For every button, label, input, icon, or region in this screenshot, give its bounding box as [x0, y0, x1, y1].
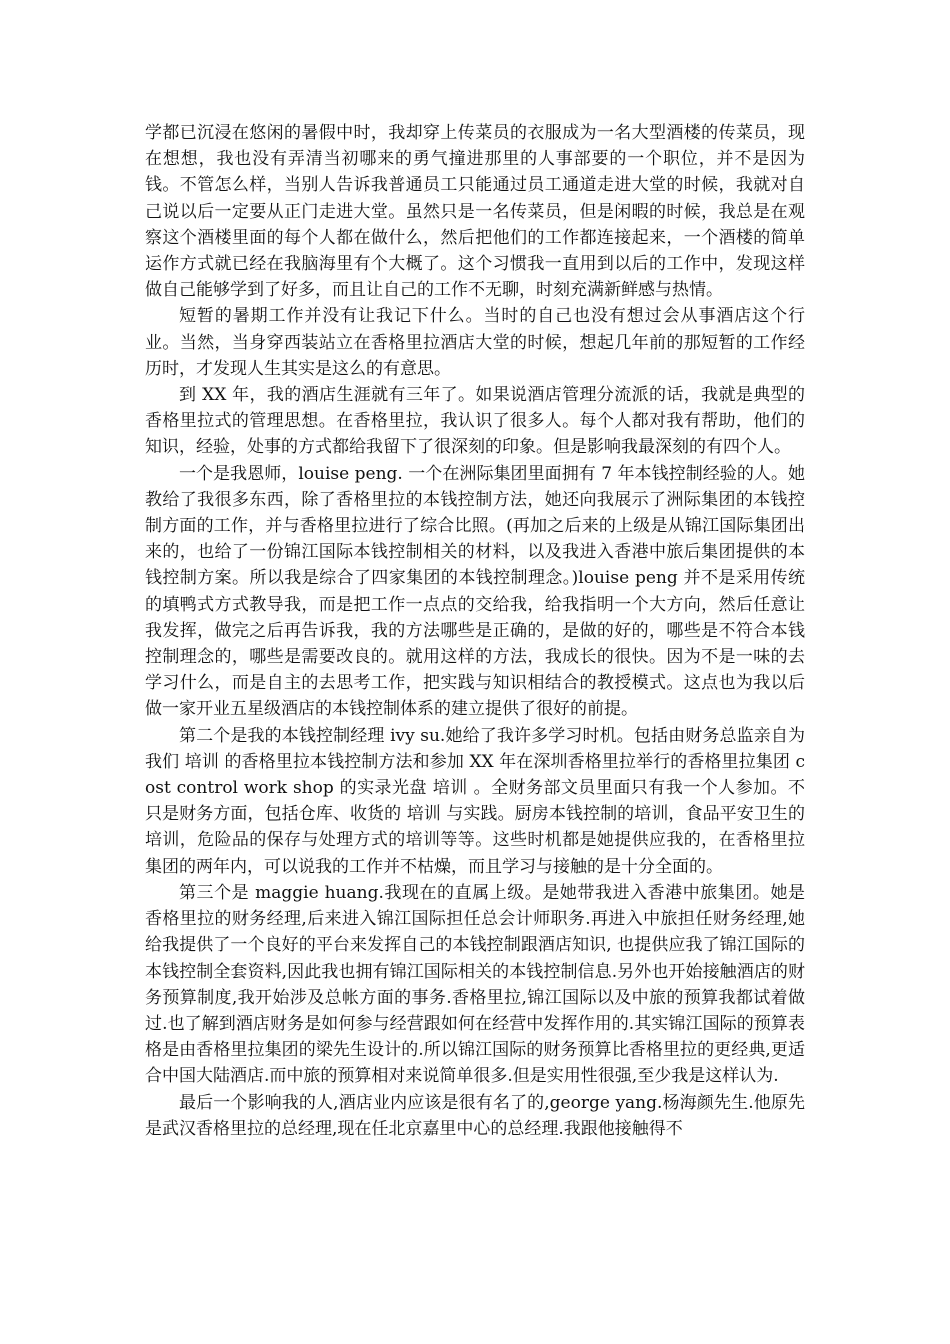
paragraph-2: 短暂的暑期工作并没有让我记下什么。当时的自己也没有想过会从事酒店这个行业。当然，当身穿西装站立在香格里拉酒店大堂的时候，想起几年前的那短暂的工作经历时，才发现人生其实是这么的有意思。 — [145, 306, 805, 379]
paragraph-7: 最后一个影响我的人,酒店业内应该是很有名了的,george yang.杨海颜先生.他原先是武汉香格里拉的总经理,现在任北京嘉里中心的总经理.我跟他接触得不 — [145, 1092, 805, 1139]
paragraph-6: 第三个是 maggie huang.我现在的直属上级。是她带我进入香港中旅集团。她是香格里拉的财务经理,后来进入锦江国际担任总会计师职务.再进入中旅担任财务经理,她给我提供了一个良好的平台来发挥自己的本钱控制跟酒店知识, 也提供应我了锦江国际的本钱控制全套资料,因此我也拥有锦江国际相关的本钱控制信息.另外也开始接触酒店的财务预算制度,我开始涉及总帐方面的事务.香格里拉,锦江国际以及中旅的预算我都试着做过.也了解到酒店财务是如何参与经营跟如何在经营中发挥作用的.其实锦江国际的预算表格是由香格里拉集团的梁先生设计的.所以锦江国际的财务预算比香格里拉的更经典,更适合中国大陆酒店.而中旅的预算相对来说简单很多.但是实用性很强,至少我是这样认为. — [145, 882, 805, 1087]
paragraph-3: 到 XX 年，我的酒店生涯就有三年了。如果说酒店管理分流派的话，我就是典型的香格里拉式的管理思想。在香格里拉，我认识了很多人。每个人都对我有帮助，他们的知识，经验，处事的方式都给我留下了很深刻的印象。但是影响我最深刻的有四个人。 — [145, 385, 805, 458]
paragraph-1: 学都已沉浸在悠闲的暑假中时，我却穿上传菜员的衣服成为一名大型酒楼的传菜员，现在想想，我也没有弄清当初哪来的勇气撞进那里的人事部要的一个职位，并不是因为钱。不管怎么样，当别人告诉我普通员工只能通过员工通道走进大堂的时候，我就对自己说以后一定要从正门走进大堂。虽然只是一名传菜员，但是闲暇的时候，我总是在观察这个酒楼里面的每个人都在做什么，然后把他们的工作都连接起来，一个酒楼的简单运作方式就已经在我脑海里有个大概了。这个习惯我一直用到以后的工作中，发现这样做自己能够学到了好多，而且让自己的工作不无聊，时刻充满新鲜感与热情。 — [145, 123, 805, 301]
document-body — [145, 120, 805, 1142]
paragraph-4: 一个是我恩师，louise peng. 一个在洲际集团里面拥有 7 年本钱控制经验的人。她教给了我很多东西，除了香格里拉的本钱控制方法，她还向我展示了洲际集团的本钱控制方面的工作，并与香格里拉进行了综合比照。(再加之后来的上级是从锦江国际集团出来的，也给了一份锦江国际本钱控制相关的材料，以及我进入香港中旅后集团提供的本钱控制方案。所以我是综合了四家集团的本钱控制理念。)louise peng 并不是采用传统的填鸭式方式教导我，而是把工作一点点的交给我，给我指明一个大方向，然后任意让我发挥，做完之后再告诉我，我的方法哪些是正确的，是做的好的，哪些是不符合本钱控制理念的，哪些是需要改良的。就用这样的方法，我成长的很快。因为不是一味的去学习什么，而是自主的去思考工作，把实践与知识相结合的教授模式。这点也为我以后做一家开业五星级酒店的本钱控制体系的建立提供了很好的前提。 — [145, 463, 805, 720]
paragraph-5: 第二个是我的本钱控制经理 ivy su.她给了我许多学习时机。包括由财务总监亲自为我们 培训 的香格里拉本钱控制方法和参加 XX 年在深圳香格里拉举行的香格里拉集团 cost control work shop 的实录光盘 培训 。全财务部文员里面只有我一个人参加。不只是财务方面，包括仓库、收货的 培训 与实践。厨房本钱控制的培训，食品平安卫生的培训，危险品的保存与处理方式的培训等等。这些时机都是她提供应我的，在香格里拉集团的两年内，可以说我的工作并不枯燥，而且学习与接触的是十分全面的。 — [145, 725, 805, 877]
